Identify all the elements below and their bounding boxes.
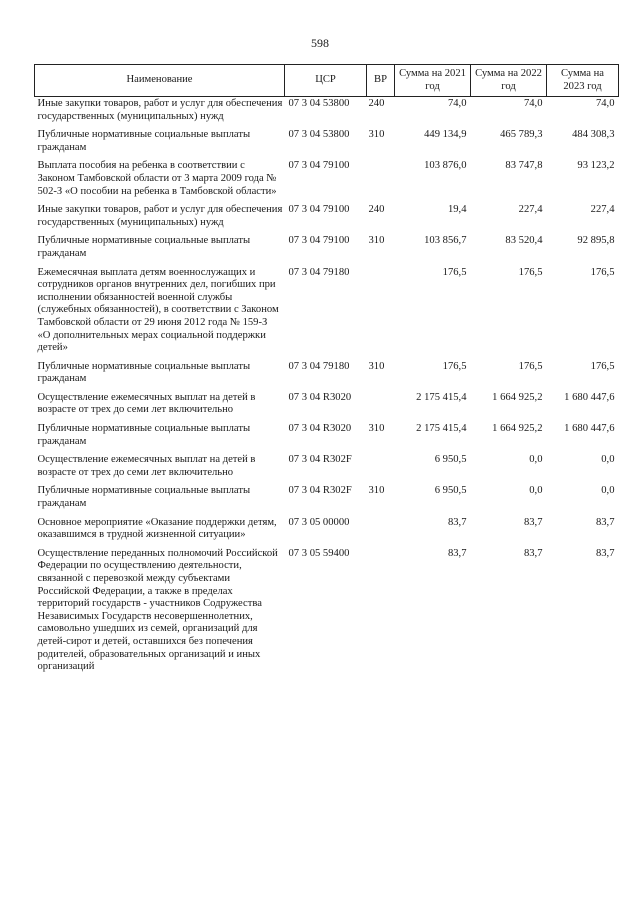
cell-2021: 103 856,7 (424, 235, 467, 247)
cell-2021: 2 175 415,4 (416, 391, 467, 403)
cell-vr: 240 (368, 204, 385, 216)
cell-2021: 83,7 (447, 516, 467, 528)
header-2021: Сумма на 2021 год (395, 65, 471, 97)
cell-2022: 1 664 925,2 (492, 391, 543, 403)
cell-2022: 83 747,8 (505, 160, 543, 172)
cell-csr: 07 3 04 R302F (288, 454, 352, 466)
cell-vr: 310 (368, 423, 385, 435)
cell-vr (367, 516, 395, 547)
table-row (35, 266, 619, 360)
budget-table (34, 64, 619, 679)
cell-csr: 07 3 04 R3020 (288, 391, 352, 403)
cell-2023: 0,0 (601, 485, 615, 497)
cell-2023: 83,7 (595, 516, 615, 528)
cell-name: Ежемесячная выплата детям военнослужащих и сотрудников органов внутренних дел, погибших при исполнении обязанностей военной службы (служебных обязанностей), в соответствии с Законом Тамбовской области от 29 июня 2012 года № 159-З «О дополнительных мерах социальной поддержки детей» (37, 266, 279, 354)
cell-2023: 1 680 447,6 (564, 423, 615, 435)
table-row (35, 391, 619, 422)
cell-name: Осуществление переданных полномочий Российской Федерации по осуществлению деятельности, связанной с перевозкой между субъектами Российской Федерации, а также в пределах территорий государств - участников Содружества Независимых Государств несовершеннолетних, самовольно ушедших из семей, организаций для детей-сирот и детей, оставшихся без попечения родителей, образовательных организаций и иных организаций (37, 547, 278, 673)
cell-2022: 227,4 (518, 204, 543, 216)
cell-name: Публичные нормативные социальные выплаты гражданам (37, 129, 251, 153)
cell-vr (367, 266, 395, 360)
cell-name: Осуществление ежемесячных выплат на детей в возрасте от трех до семи лет включительно (37, 454, 256, 478)
cell-csr: 07 3 04 R3020 (288, 423, 352, 435)
cell-vr: 240 (368, 98, 385, 109)
cell-csr: 07 3 04 79100 (288, 160, 350, 172)
cell-2022: 83,7 (523, 547, 543, 559)
cell-vr (367, 547, 395, 679)
cell-csr: 07 3 04 53800 (288, 129, 350, 141)
table-row (35, 234, 619, 265)
cell-2022: 83 520,4 (505, 235, 543, 247)
cell-csr: 07 3 04 79100 (288, 204, 350, 216)
cell-2021: 176,5 (442, 360, 467, 372)
cell-2023: 227,4 (590, 204, 615, 216)
cell-vr: 310 (368, 129, 385, 141)
cell-vr (367, 391, 395, 422)
cell-2023: 1 680 447,6 (564, 391, 615, 403)
cell-2021: 74,0 (447, 98, 467, 109)
table-row (35, 547, 619, 679)
cell-name: Иные закупки товаров, работ и услуг для обеспечения государственных (муниципальных) нужд (37, 204, 283, 228)
table-row (35, 97, 619, 129)
table-row (35, 203, 619, 234)
cell-name: Публичные нормативные социальные выплаты гражданам (37, 235, 251, 259)
cell-csr: 07 3 04 79100 (288, 235, 350, 247)
cell-name: Публичные нормативные социальные выплаты гражданам (37, 423, 251, 447)
cell-csr: 07 3 04 79180 (288, 360, 350, 372)
cell-name: Осуществление ежемесячных выплат на детей в возрасте от трех до семи лет включительно (37, 391, 256, 416)
header-name: Наименование (35, 65, 285, 97)
cell-2023: 74,0 (595, 98, 615, 109)
cell-vr: 310 (368, 485, 385, 497)
cell-2021: 2 175 415,4 (416, 423, 467, 435)
cell-2021: 176,5 (442, 266, 467, 278)
header-2022: Сумма на 2022 год (471, 65, 547, 97)
cell-vr: 310 (368, 360, 385, 372)
cell-csr: 07 3 05 59400 (288, 547, 350, 559)
table-row (35, 484, 619, 515)
table-row (35, 128, 619, 159)
cell-csr: 07 3 05 00000 (288, 516, 350, 528)
header-2023: Сумма на 2023 год (547, 65, 619, 97)
cell-csr: 07 3 04 53800 (288, 98, 350, 109)
cell-2021: 19,4 (447, 204, 467, 216)
cell-csr: 07 3 04 R302F (288, 485, 352, 497)
cell-2022: 176,5 (518, 360, 543, 372)
cell-2021: 103 876,0 (424, 160, 467, 172)
cell-2023: 484 308,3 (572, 129, 615, 141)
table-row (35, 159, 619, 203)
cell-2023: 0,0 (601, 454, 615, 466)
table-header (35, 65, 619, 97)
cell-2022: 83,7 (523, 516, 543, 528)
cell-2022: 0,0 (529, 454, 543, 466)
cell-csr: 07 3 04 79180 (288, 266, 350, 278)
cell-2021: 83,7 (447, 547, 467, 559)
cell-2022: 465 789,3 (500, 129, 543, 141)
cell-name: Публичные нормативные социальные выплаты гражданам (37, 360, 251, 385)
cell-2022: 1 664 925,2 (492, 423, 543, 435)
cell-name: Выплата пособия на ребенка в соответствии с Законом Тамбовской области от 3 марта 2009 года № 502-З «О пособии на ребенка в Тамбовской области» (37, 160, 277, 197)
table-body (35, 97, 619, 679)
header-csr: ЦСР (285, 65, 367, 97)
cell-2021: 449 134,9 (424, 129, 467, 141)
cell-vr (367, 453, 395, 484)
table-row (35, 453, 619, 484)
header-vr: ВР (367, 65, 395, 97)
cell-name: Публичные нормативные социальные выплаты гражданам (37, 485, 251, 510)
cell-vr (367, 159, 395, 203)
cell-2022: 74,0 (523, 98, 543, 109)
cell-name: Иные закупки товаров, работ и услуг для обеспечения государственных (муниципальных) нужд (37, 98, 283, 122)
cell-2021: 6 950,5 (434, 454, 467, 466)
cell-vr: 310 (368, 235, 385, 247)
cell-2023: 176,5 (590, 360, 615, 372)
cell-2023: 176,5 (590, 266, 615, 278)
table-row (35, 516, 619, 547)
cell-2023: 92 895,8 (577, 235, 615, 247)
cell-2021: 6 950,5 (434, 485, 467, 497)
cell-2023: 93 123,2 (577, 160, 615, 172)
cell-2022: 0,0 (529, 485, 543, 497)
table-row (35, 360, 619, 391)
table-row (35, 422, 619, 453)
cell-2023: 83,7 (595, 547, 615, 559)
cell-name: Основное мероприятие «Оказание поддержки детям, оказавшимся в трудной жизненной ситуации» (37, 516, 277, 541)
page-number: 598 (311, 36, 329, 50)
cell-2022: 176,5 (518, 266, 543, 278)
